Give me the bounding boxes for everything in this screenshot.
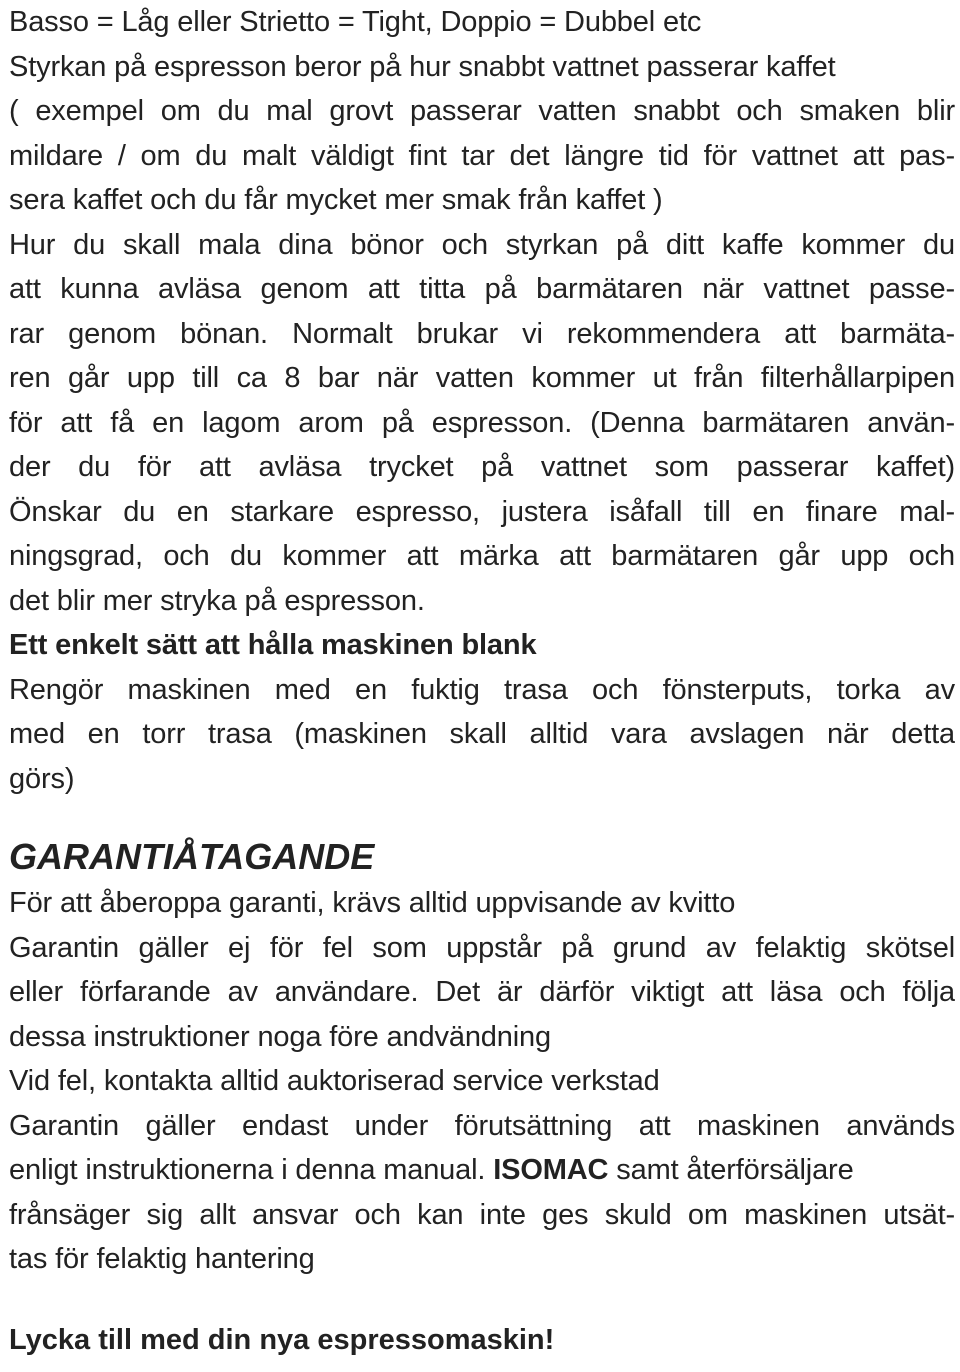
cleaning-title: Ett enkelt sätt att hålla maskinen blank — [9, 629, 537, 661]
paragraph-line: Garantin gäller endast under förutsättning att maskinen används — [9, 1109, 955, 1142]
spacer — [9, 1282, 955, 1318]
paragraph-line: Basso = Låg eller Strietto = Tight, Doppio = Dubbel etc — [9, 6, 702, 38]
paragraph-line: ( exempel om du mal grovt passerar vatten snabbt och smaken blir — [9, 95, 955, 127]
paragraph-line: tas för felaktig hantering — [9, 1243, 315, 1275]
brand-name: ISOMAC — [493, 1154, 609, 1186]
paragraph-line: frånsäger sig allt ansvar och kan inte ges skuld om maskinen utsät- — [9, 1198, 955, 1231]
brand-line-after: samt återförsäljare — [608, 1154, 854, 1186]
paragraph-line: Rengör maskinen med en fuktig trasa och fönsterputs, torka av — [9, 673, 955, 706]
paragraph-line: för att få en lagom arom på espresson. (Denna barmätaren använ- — [9, 406, 955, 439]
paragraph-line: Önskar du en starkare espresso, justera isåfall till en finare mal- — [9, 495, 955, 528]
brand-paragraph-line — [9, 1148, 955, 1193]
closing-message: Lycka till med din nya espressomaskin! — [9, 1323, 555, 1356]
paragraph-line: sera kaffet och du får mycket mer smak från kaffet ) — [9, 184, 663, 216]
paragraph-line: Hur du skall mala dina bönor och styrkan på ditt kaffe kommer du — [9, 228, 955, 261]
paragraph-line: eller förfarande av användare. Det är därför viktigt att läsa och följa — [9, 976, 955, 1008]
brand-line-before: enligt instruktionerna i denna manual. — [9, 1154, 494, 1186]
paragraph-line: För att åberoppa garanti, krävs alltid uppvisande av kvitto — [9, 887, 736, 919]
paragraph-line: det blir mer stryka på espresson. — [9, 584, 425, 617]
paragraph-line: Vid fel, kontakta alltid auktoriserad service verkstad — [9, 1065, 660, 1097]
document-page — [9, 0, 955, 1362]
paragraph-line: Garantin gäller ej för fel som uppstår på grund av felaktig skötsel — [9, 931, 955, 964]
paragraph-line: rar genom bönan. Normalt brukar vi rekommendera att barmäta- — [9, 317, 955, 350]
paragraph-line: görs) — [9, 762, 75, 795]
paragraph-line: ningsgrad, och du kommer att märka att barmätaren går upp och — [9, 540, 955, 572]
cleaning-section — [9, 623, 955, 801]
paragraph-line: ren går upp till ca 8 bar när vatten kommer ut från filterhållarpipen — [9, 362, 955, 394]
paragraph-line: dessa instruktioner noga före andvändning — [9, 1020, 552, 1053]
warranty-section — [9, 835, 955, 1282]
paragraph-line: der du för att avläsa trycket på vattnet som passerar kaffet) — [9, 451, 955, 483]
espresso-strength-section — [9, 0, 955, 623]
warranty-heading: GARANTIÅTAGANDE — [9, 836, 375, 877]
paragraph-line: med en torr trasa (maskinen skall alltid vara avslagen när detta — [9, 718, 955, 750]
paragraph-line: mildare / om du malt väldigt fint tar det längre tid för vattnet att pas- — [9, 139, 955, 172]
paragraph-line: att kunna avläsa genom att titta på barmätaren när vattnet passe- — [9, 273, 955, 305]
paragraph-line: Styrkan på espresson beror på hur snabbt vattnet passerar kaffet — [9, 50, 836, 83]
